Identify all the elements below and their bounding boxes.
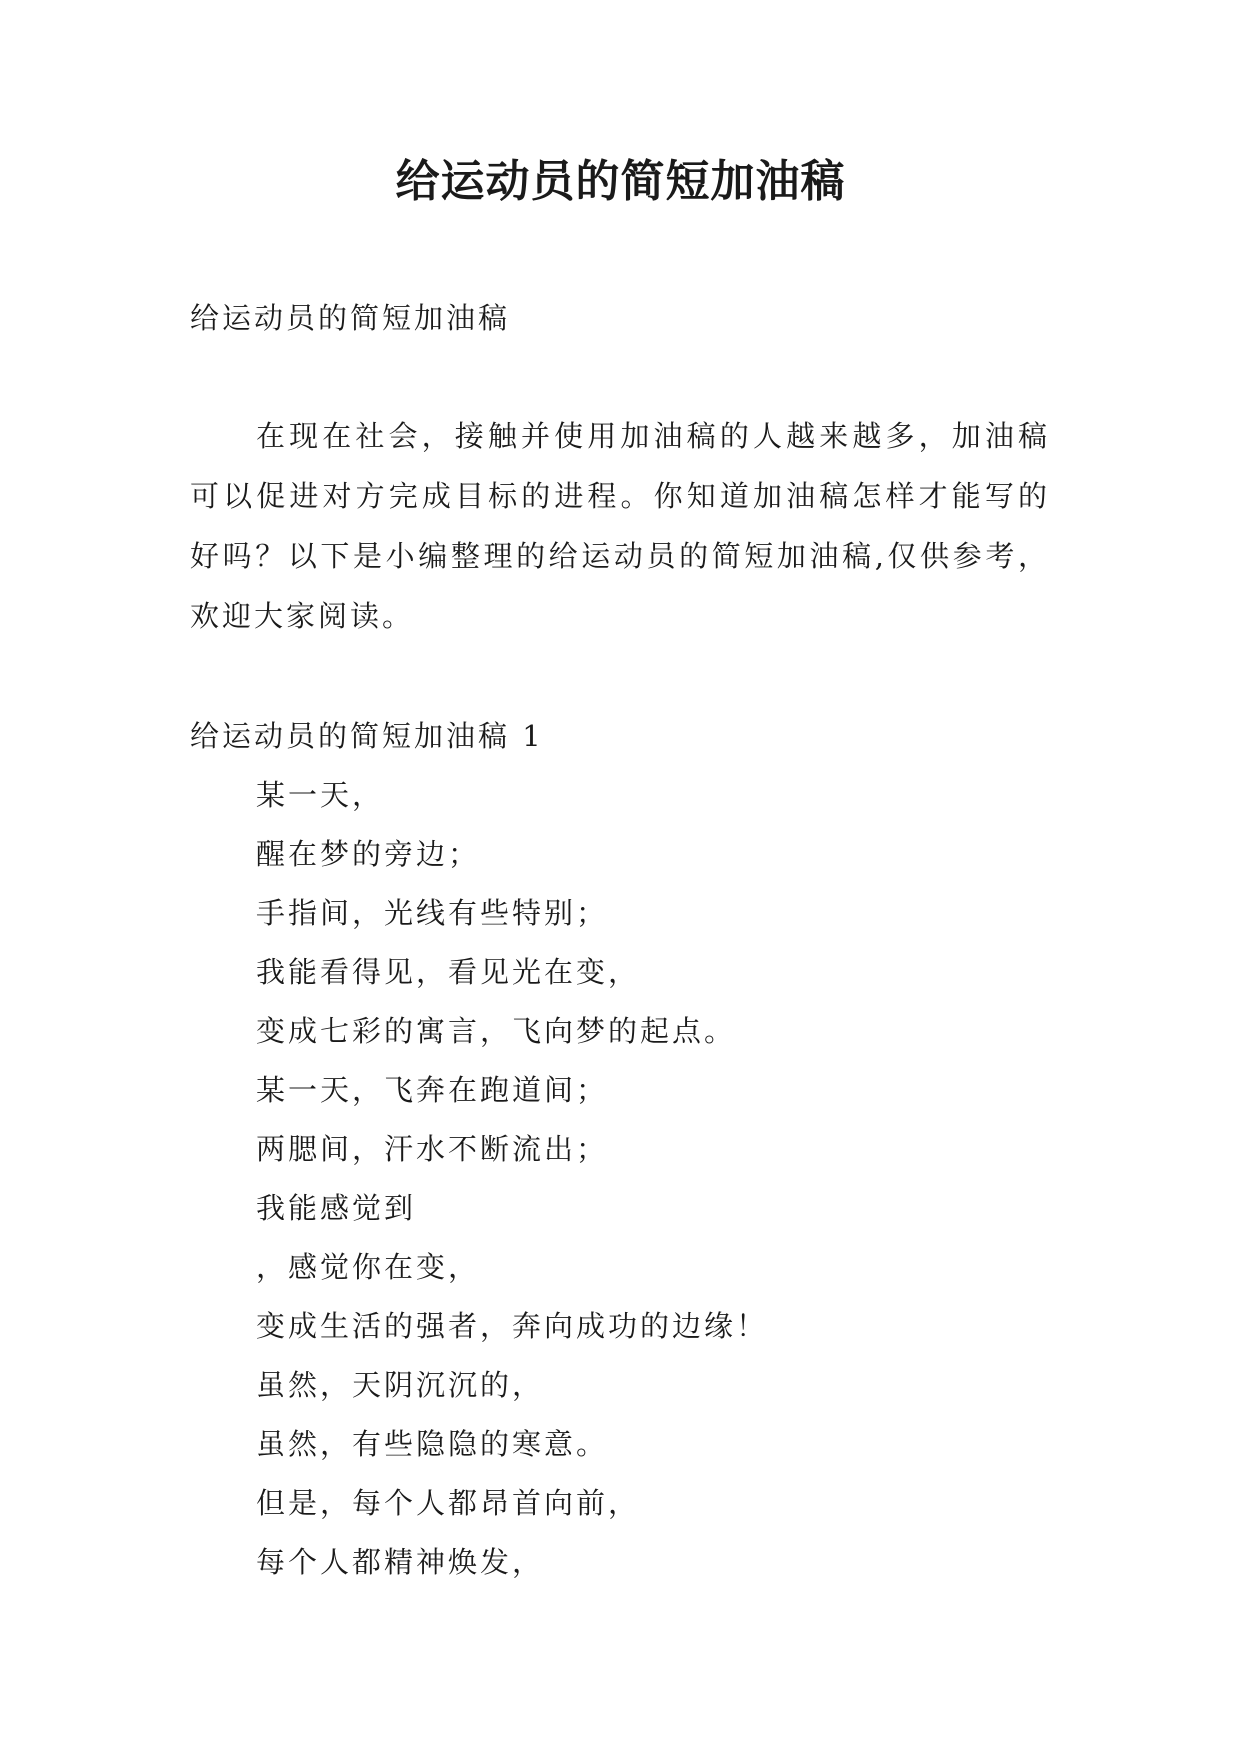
poem-lines <box>190 766 1050 1592</box>
poem-line: 虽然，天阴沉沉的， <box>256 1368 545 1402</box>
poem-line: 每个人都精神焕发， <box>256 1545 545 1579</box>
poem-line: 但是，每个人都昂首向前， <box>256 1486 641 1520</box>
intro-paragraph: 在现在社会，接触并使用加油稿的人越来越多，加油稿可以促进对方完成目标的进程。你知道加油稿怎样才能写的好吗？以下是小编整理的给运动员的简短加油稿,仅供参考，欢迎大家阅读。 <box>190 419 1050 633</box>
poem-line: 醒在梦的旁边； <box>256 837 481 871</box>
poem-line: 变成七彩的寓言，飞向梦的起点。 <box>256 1014 737 1048</box>
document-subtitle: 给运动员的简短加油稿 <box>190 301 511 335</box>
poem-line: 某一天，飞奔在跑道间； <box>256 1073 609 1107</box>
poem-line: 变成生活的强者，奔向成功的边缘！ <box>256 1309 769 1343</box>
poem-line: 我能看得见，看见光在变， <box>256 955 641 989</box>
document-body <box>190 288 1050 1592</box>
poem-line: 我能感觉到 <box>256 1191 417 1225</box>
poem-line: 某一天， <box>256 778 385 812</box>
section-heading: 给运动员的简短加油稿 1 <box>190 719 544 753</box>
poem-line: 两腮间，汗水不断流出； <box>256 1132 609 1166</box>
poem-line: 手指间，光线有些特别； <box>256 896 609 930</box>
document-title: 给运动员的简短加油稿 <box>395 156 846 207</box>
poem-line: 虽然，有些隐隐的寒意。 <box>256 1427 609 1461</box>
poem-line: ，感觉你在变， <box>256 1250 481 1284</box>
